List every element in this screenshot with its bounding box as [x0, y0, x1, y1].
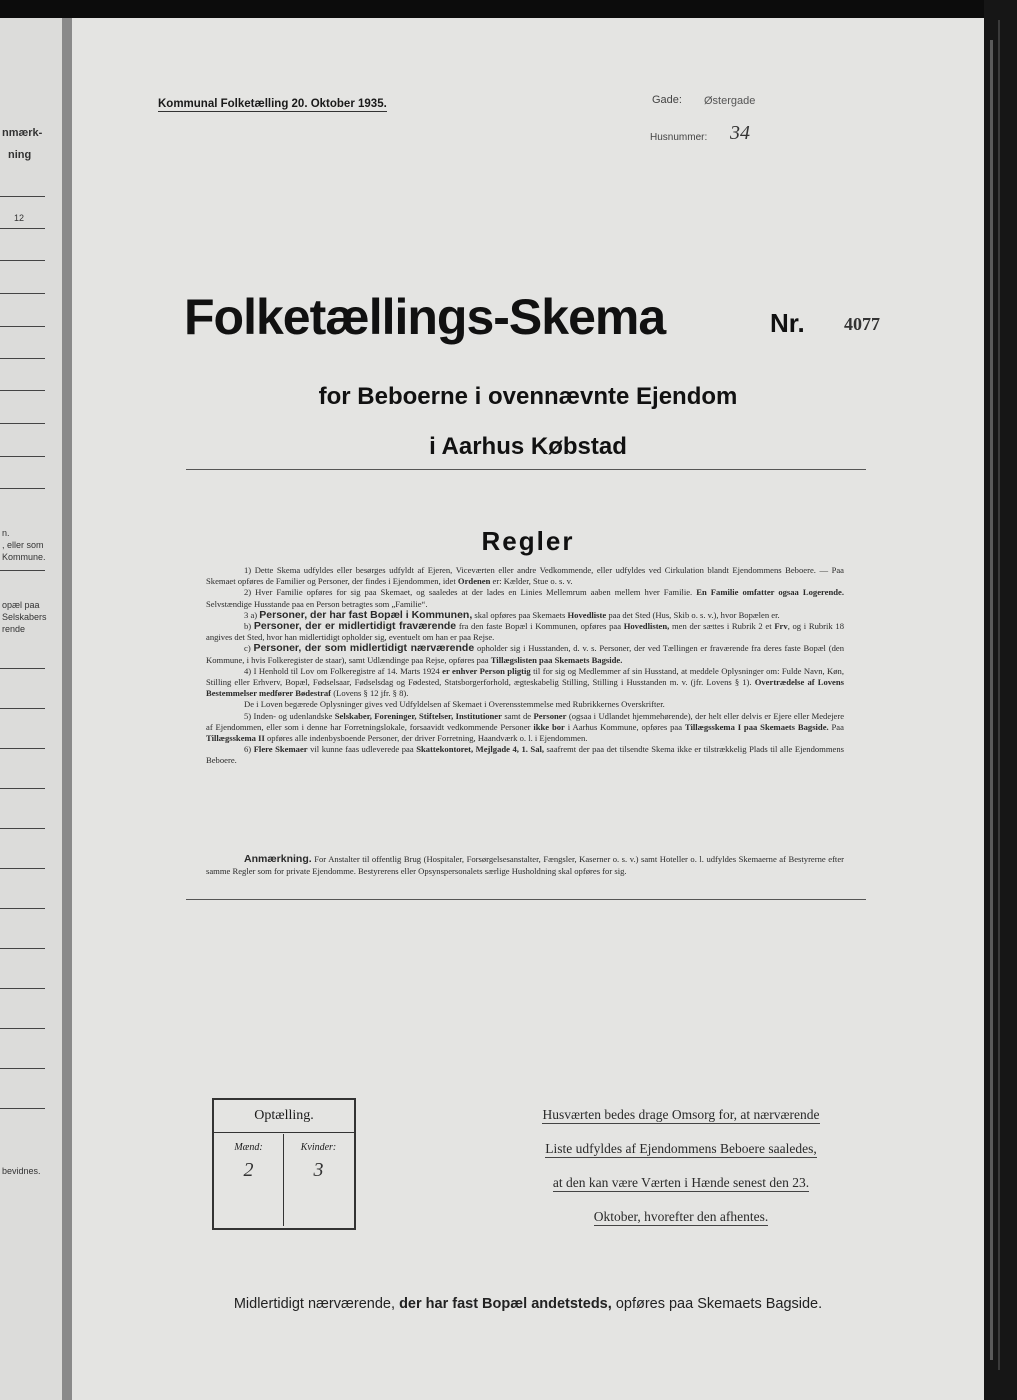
- rule-1: 1) Dette Skema udfyldes eller besørges udfyldt af Ejeren, Viceværten eller andre Vedkommende, eller udfyldes ved Cirkulation blandt Ejendommens Beboere. — Paa Skemaet opføres de Familier og Personer, der findes i Ejendommen, idet Ordenen er: Kælder, Stue o. s. v.: [206, 565, 844, 587]
- divider: [186, 469, 866, 470]
- left-fragment-text: Selskabers: [2, 612, 47, 622]
- rule-3b: b) Personer, der er midlertidigt fraværende fra den faste Bopæl i Kommunen, opføres paa Hovedlisten, men der sættes i Rubrik 2 et Frv, og i Rubrik 18 angives det Sted, hvor han midlertidigt opholder sig, eventuelt om han er paa Rejse.: [206, 620, 844, 643]
- left-fragment-text: n.: [2, 528, 10, 538]
- men-count: 2: [243, 1159, 254, 1181]
- census-form-page: [72, 18, 984, 1400]
- rule-4-extra: De i Loven begærede Oplysninger gives ved Udfyldelsen af Skemaet i Overensstemmelse med Rubrikkernes Overskrifter.: [244, 699, 665, 710]
- rule-5: 5) Inden- og udenlandske Selskaber, Foreninger, Stiftelser, Institutioner samt de Personer (ogsaa i Udlandet hjemmehørende), der helt eller delvis er Ejere eller Medejere af Ejendommen, eller som i denne har Forretningslokale, forsaavidt vedkommende Personer ikke bor i Aarhus Kommune, opføres paa Tillægsskema I paa Skemaets Bagside. Paa Tillægsskema II opføres alle indenbysboende Personer, der driver Forretning, Haandværk o. l. i Ejendommen.: [206, 710, 845, 744]
- left-fragment-text: nmærk-: [2, 127, 43, 139]
- count-box: [212, 1098, 356, 1230]
- form-municipality: i Aarhus Købstad: [429, 433, 627, 460]
- divider: [186, 899, 866, 900]
- left-page-fragment: [0, 18, 62, 1400]
- left-fragment-text: , eller som: [2, 540, 44, 550]
- left-fragment-text: opæl paa: [2, 600, 40, 610]
- notice-line: Husværten bedes drage Omsorg for, at nærværende: [542, 1107, 820, 1122]
- book-edge: [984, 0, 1017, 1400]
- rule-2: 2) Hver Familie opføres for sig paa Skemaet, og saaledes at der lades en Linies Mellemrum aaben mellem hver Familie. En Familie omfatter ogsaa Logerende. Selvstændige Husstande paa en Person betragtes som „Familie“.: [206, 587, 845, 609]
- left-fragment-text: 12: [14, 213, 25, 223]
- rule-3a: 3 a) Personer, der har fast Bopæl i Kommunen, skal opføres paa Skemaets Hovedliste paa det Sted (Hus, Skib o. s. v.), hvor Bopælen er.: [244, 608, 780, 621]
- street-label: Gade:: [652, 94, 682, 106]
- house-number-value: 34: [730, 122, 750, 144]
- men-label: Mænd:: [234, 1142, 263, 1153]
- count-box-title: Optælling.: [214, 1100, 354, 1133]
- street-value: Østergade: [704, 95, 756, 107]
- women-count: 3: [313, 1159, 324, 1181]
- form-title: Folketællings-Skema: [184, 289, 666, 345]
- form-number-label: Nr.: [770, 308, 805, 338]
- women-column: [284, 1134, 353, 1226]
- men-column: [214, 1134, 284, 1226]
- left-fragment-text: Kommune.: [2, 552, 46, 562]
- house-number-label: Husnummer:: [650, 132, 708, 143]
- left-fragment-text: bevidnes.: [2, 1166, 41, 1176]
- rules-text: [206, 565, 844, 767]
- book-gutter: [62, 18, 72, 1400]
- footer-note: Midlertidigt nærværende, der har fast Bopæl andetsteds, opføres paa Skemaets Bagside.: [233, 1296, 823, 1312]
- left-fragment-text: ning: [8, 149, 32, 161]
- form-number-value: 4077: [844, 314, 880, 334]
- form-subtitle: for Beboerne i ovennævnte Ejendom: [318, 383, 738, 410]
- notice-line: Oktober, hvorefter den afhentes.: [593, 1209, 769, 1224]
- left-fragment-text: rende: [2, 624, 26, 634]
- notice-line: at den kan være Værten i Hænde senest den 23.: [552, 1175, 810, 1190]
- rule-3c: c) Personer, der som midlertidigt nærværende opholder sig i Husstanden, d. v. s. Personer, der ved Tællingen er fraværende fra deres faste Bopæl (den Kommune, i hvis Folkeregister de staar), samt Udlændinge paa Rejse, opføres paa Tillægslisten paa Skemaets Bagside.: [206, 642, 844, 665]
- rule-4: 4) I Henhold til Lov om Folkeregistre af 14. Marts 1924 er enhver Person pligtig til for sig og Medlemmer af sin Husstand, at meddele Oplysninger om: Fulde Navn, Køn, Stilling eller Erhverv, Bopæl, Fødselsaar, Fødselsdag og Fødested, Statsborgerforhold, ægteskabelig Stilling, Stilling i Husstanden m. v. (jfr. Lovens § 1). Overtrædelse af Lovens Bestemmelser medfører Bødestraf (Lovens § 12 jfr. § 8).: [206, 665, 845, 699]
- census-header-line: Kommunal Folketælling 20. Oktober 1935.: [158, 98, 387, 110]
- rules-heading: Regler: [481, 526, 575, 556]
- note-paragraph: [206, 854, 844, 877]
- rule-6: 6) Flere Skemaer vil kunne faas udleverede paa Skattekontoret, Mejlgade 4, 1. Sal, saafremt der paa det tilsendte Skema ikke er tilstrækkelig Plads til alle Ejendommens Beboere.: [206, 744, 844, 766]
- women-label: Kvinder:: [300, 1142, 337, 1153]
- notice-line: Liste udfyldes af Ejendommens Beboere saaledes,: [545, 1141, 817, 1156]
- note-text: For Anstalter til offentlig Brug (Hospitaler, Forsørgelsesanstalter, Fængsler, Kaserner o. s. v.) samt Hoteller o. l. udfyldes Skemaerne af Bestyrerne efter samme Regler som for private Ejendomme. Bestyrerens eller Opsynspersonalets særlige Husholdning skal opføres for sig.: [206, 854, 844, 876]
- note-label: Anmærkning.: [244, 853, 312, 865]
- landlord-notice: [516, 1100, 846, 1236]
